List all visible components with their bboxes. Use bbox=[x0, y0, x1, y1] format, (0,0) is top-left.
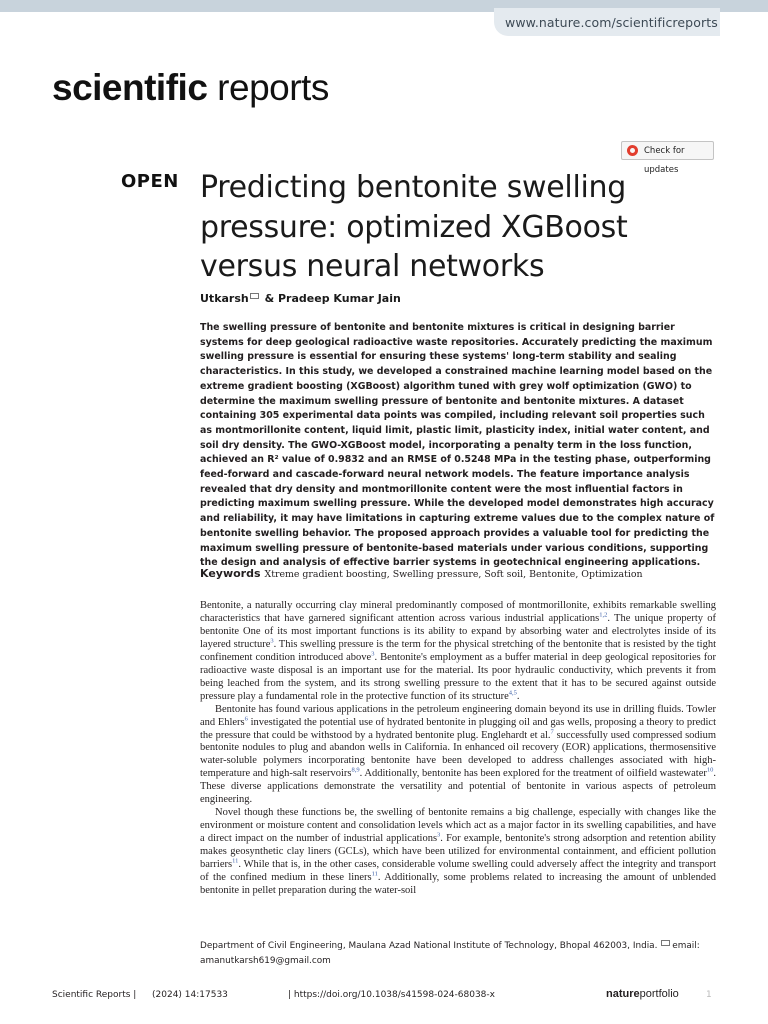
open-access-label: OPEN bbox=[121, 171, 179, 192]
author-separator: & bbox=[260, 292, 278, 305]
citation-link[interactable]: 1,2 bbox=[599, 611, 608, 619]
body-paragraph: Novel though these functions be, the swelling of bentonite remains a big challenge, especially with changes like the environment or moisture content and consolidation levels which act as a major factor in its swelling capabilities, and have a direct impact on the number of industrial applications$^3$. For example, bentonite's strong adsorption and retention ability makes geosynthetic clay liners (GCLs), which have been utilized for environmental containment, and efficient pollution barriers$^{11}$. While that is, in the other cases, considerable volume swelling could adversely affect the integrity and transport of the confined medium in these liners$^{11}$. Additionally, some problems related to increasing the amount of unblended bentonite in pellet preparation during the water-soil bbox=[200, 807, 717, 896]
citation-link[interactable]: 11 bbox=[232, 857, 239, 865]
body-paragraph: Bentonite, a naturally occurring clay mineral predominantly composed of montmorillonite, exhibits remarkable swelling characteristics that have garnered significant attention across various industrial applications$^{1,2}$. The unique property of bentonite One of its most important functions is its ability to expand by absorbing water and electrolytes inside of its layered structure$^3$. This swelling pressure is the term for the physical stretching of the bentonite that is resisted by the tight confinement condition introduced above$^3$. Bentonite's employment as a buffer material in deep geological repositories for radioactive waste disposal is an important use for the material. Its poor hydraulic conductivity, which prevents it from being leached from the system, and its strong swelling pressure to the extent that it has to be secured against outside pressure play a fundamental role in the protective function of its structure$^{4,5}$. bbox=[200, 600, 717, 702]
affiliation bbox=[200, 939, 716, 968]
author-name[interactable]: Utkarsh bbox=[200, 292, 249, 305]
citation-link[interactable]: 3 bbox=[371, 650, 375, 658]
envelope-icon[interactable] bbox=[250, 293, 259, 299]
citation-link[interactable]: 3 bbox=[270, 637, 274, 645]
citation-link[interactable]: 7 bbox=[550, 728, 554, 736]
author-list bbox=[200, 292, 401, 305]
keywords-list: Xtreme gradient boosting, Swelling pressure, Soft soil, Bentonite, Optimization bbox=[264, 569, 643, 580]
body-paragraph: Bentonite has found various applications in the petroleum engineering domain beyond its use in drilling fluids. Towler and Ehlers$^6$ investigated the potential use of hydrated bentonite in plugging oil and gas wells, proposing a theory to predict the pressure that could be withstood by a hydrated bentonite plug. Englehardt et al.$^7$ successfully used compressed sodium bentonite nodules to plug and abandon wells in California. In enhanced oil recovery (EOR) applications, thermosensitive water-soluble polymers incorporating bentonite have been developed to address challenges associated with high-temperature and high-salt reservoirs$^{8,9}$. Additionally, bentonite has been explored for the treatment of oilfield wastewater$^{10}$. These diverse applications demonstrate the versatility and potential of bentonite in various aspects of petroleum engineering. bbox=[200, 703, 716, 806]
nature-portfolio-logo: natureportfolio bbox=[606, 988, 679, 1000]
article-title: Predicting bentonite swelling pressure: optimized XGBoost versus neural networks bbox=[200, 170, 628, 284]
citation-link[interactable]: 6 bbox=[244, 715, 248, 723]
journal-url[interactable]: www.nature.com/scientificreports bbox=[505, 15, 718, 30]
check-for-updates-label: Check for updates bbox=[644, 146, 685, 175]
email-link[interactable]: amanutkarsh619@gmail.com bbox=[200, 955, 331, 966]
email-label: email: bbox=[672, 941, 700, 951]
logo-rest: reports bbox=[207, 67, 329, 108]
check-for-updates-button[interactable] bbox=[621, 141, 714, 175]
article-body bbox=[200, 600, 716, 898]
keywords bbox=[200, 567, 716, 580]
page-number: 1 bbox=[706, 990, 712, 1000]
keywords-label: Keywords bbox=[200, 567, 261, 580]
affiliation-text: Department of Civil Engineering, Maulana Azad National Institute of Technology, Bhopal 462003, India. bbox=[200, 941, 658, 951]
author-name[interactable]: Pradeep Kumar Jain bbox=[278, 292, 401, 305]
citation-link[interactable]: 3 bbox=[437, 831, 441, 839]
logo-bold: scientific bbox=[52, 67, 208, 108]
citation-link[interactable]: 11 bbox=[371, 870, 378, 878]
citation-link[interactable]: 10 bbox=[706, 766, 714, 774]
citation-link[interactable]: 4,5 bbox=[508, 689, 517, 697]
footer-journal: Scientific Reports | bbox=[52, 990, 137, 1000]
footer-doi-link[interactable]: | https://doi.org/10.1038/s41598-024-68038-x bbox=[288, 990, 495, 1000]
envelope-icon bbox=[661, 940, 670, 946]
crossmark-icon bbox=[627, 145, 638, 156]
journal-logo[interactable] bbox=[52, 66, 329, 110]
citation-link[interactable]: 8,9 bbox=[351, 766, 360, 774]
footer-volume: (2024) 14:17533 bbox=[152, 990, 228, 1000]
abstract: The swelling pressure of bentonite and bentonite mixtures is critical in designing barrier systems for deep geological radioactive waste repositories. Accurately predicting the maximum swelling pressure is essential for ensuring these systems' long-term stability and sealing characteristics. In this study, we developed a constrained machine learning model based on the extreme gradient boosting (XGBoost) algorithm tuned with grey wolf optimization (GWO) to determine the maximum swelling pressure of bentonite and bentonite mixtures. A dataset containing 305 experimental data points was compiled, including relevant soil properties such as montmorillonite content, liquid limit, plastic limit, plasticity index, initial water content, and soil dry density. The GWO-XGBoost model, incorporating a penalty term in the loss function, achieved an R² value of 0.9832 and an RMSE of 0.5248 MPa in the testing phase, outperforming feed-forward and cascade-forward neural network models. The feature importance analysis revealed that dry density and montmorillonite content were the most influential factors in predicting maximum swelling pressure. While the developed model demonstrates high accuracy and reliability, it may have limitations in capturing extreme values due to the complex nature of bentonite swelling behavior. The proposed approach provides a valuable tool for predicting the maximum swelling pressure of bentonite-based materials under various conditions, supporting the design and analysis of effective barrier systems in geotechnical engineering applications. bbox=[200, 322, 715, 569]
